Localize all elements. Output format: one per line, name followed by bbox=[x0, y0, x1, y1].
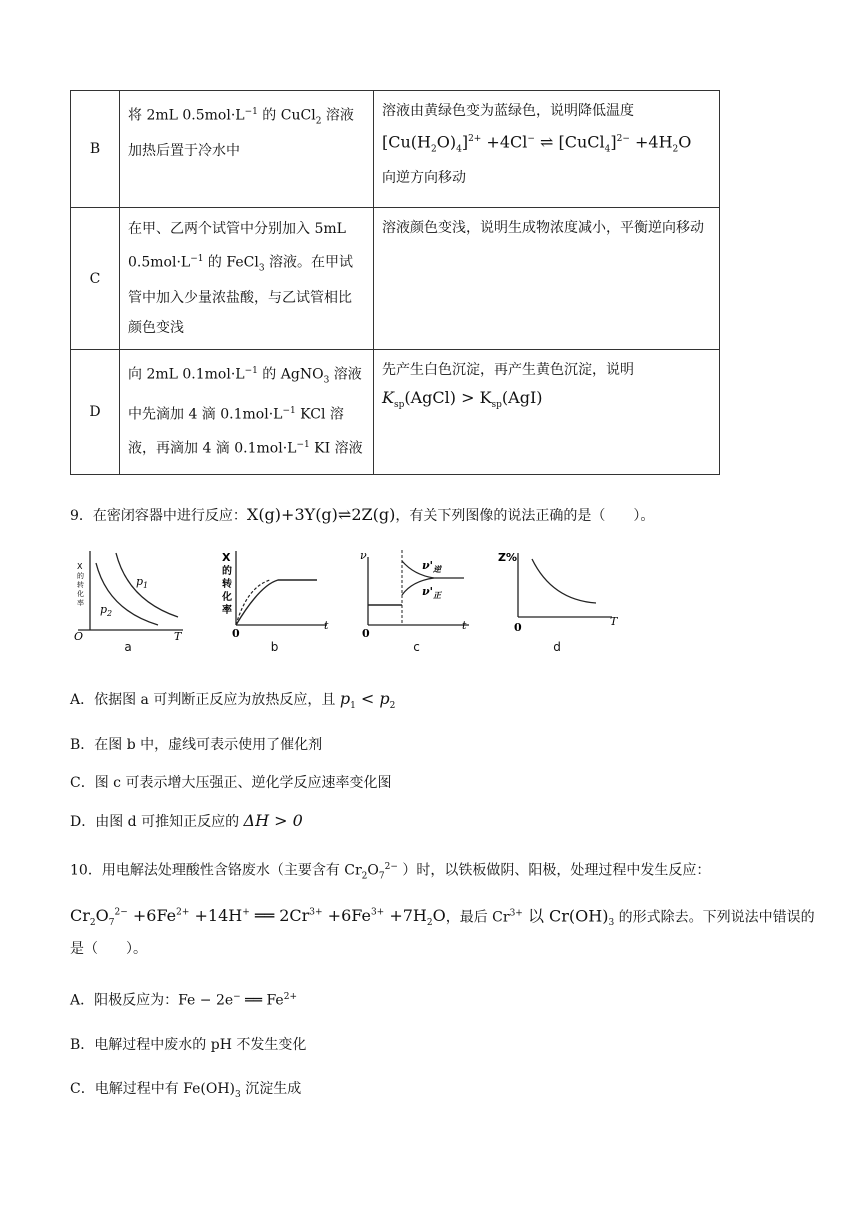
ylabel-char: X bbox=[77, 562, 83, 571]
q9-option-c: C．图 c 可表示增大压强正、逆化学反应速率变化图 bbox=[70, 775, 392, 791]
figure-d bbox=[492, 545, 622, 654]
q10-option-c: C．电解过程中有 $Fe(OH)_3$ 沉淀生成 bbox=[70, 1081, 302, 1100]
ylabel-char: X bbox=[222, 551, 231, 564]
label-reverse: $\nu'_逆$ bbox=[422, 559, 441, 574]
curve-z bbox=[532, 559, 596, 603]
figure-b bbox=[212, 545, 337, 654]
table-row bbox=[71, 350, 720, 475]
xlabel: t bbox=[324, 619, 329, 632]
xlabel: T bbox=[174, 630, 182, 640]
experiment-cell: 向 2mL $0.1mol\cdot L^{-1}$ 的 AgNO$_3$ 溶液中先滴加 4 滴 $0.1mol\cdot L^{-1}$ KCl 溶液，再滴加 4 滴 $0.1mol\cdot L^{-1}$ KI 溶液 bbox=[120, 350, 374, 475]
figure-c bbox=[354, 545, 479, 654]
label-p2: $p_2$ bbox=[100, 603, 113, 618]
q9-option-b: B．在图 b 中，虚线可表示使用了催化剂 bbox=[70, 737, 323, 753]
q9-option-a: A．依据图 a 可判断正反应为放热反应，且 $p_1 < p_2$ bbox=[70, 689, 396, 711]
q10-option-b: B．电解过程中废水的 pH 不发生变化 bbox=[70, 1037, 307, 1053]
ylabel-char: 的 bbox=[77, 572, 84, 580]
question-10-line2: $Cr_2O_7^{2-} +6Fe^{2+} +14H^+$ ══ $2Cr^{3+} +6Fe^{3+} +7H_2O$，最后 $Cr^{3+}$ 以 $Cr(OH)_3$ 的形式除去。下列说法中错误的 bbox=[70, 906, 815, 929]
experiment-cell: 在甲、乙两个试管中分别加入 5mL $0.5mol\cdot L^{-1}$ 的 FeCl$_3$ 溶液。在甲试管中加入少量浓盐酸，与乙试管相比颜色变浅 bbox=[120, 208, 374, 350]
question-10-line3: 是（ ）。 bbox=[70, 941, 147, 957]
equation: $K_{sp}(AgCl) > K_{sp}(AgI)$ bbox=[382, 388, 543, 411]
origin-label: 0 bbox=[514, 621, 522, 634]
origin-label: O bbox=[74, 630, 84, 640]
ylabel-char: 率 bbox=[222, 605, 232, 616]
xlabel: T bbox=[610, 615, 618, 628]
equation: $[Cu(H_2O)_4]^{2+} +4Cl^-$ ⇌ [CuCl$_4$]$^{2-}$ $+4H_2O$ bbox=[382, 132, 692, 155]
option-cell: D bbox=[71, 350, 120, 475]
graph-a bbox=[68, 545, 188, 640]
experiment-cell: 将 2mL $0.5mol\cdot L^{-1}$ 的 CuCl$_2$ 溶液加热后置于冷水中 bbox=[120, 91, 374, 208]
label-p1: $p_1$ bbox=[136, 575, 149, 590]
question-9-stem: 9．在密闭容器中进行反应：X(g)+3Y(g)⇌2Z(g)，有关下列图像的说法正确的是（ ）。 bbox=[70, 505, 655, 524]
option-cell: B bbox=[71, 91, 120, 208]
graph-d bbox=[492, 545, 622, 640]
label-forward: $\nu'_正$ bbox=[422, 585, 441, 600]
result-cell: 溶液由黄绿色变为蓝绿色，说明降低温度 $[Cu(H_2O)_4]^{2+} +4Cl^-$ ⇌ [CuCl$_4$]$^{2-}$ $+4H_2O$ 向逆方向移动 bbox=[374, 91, 720, 208]
ylabel-char: 转 bbox=[222, 579, 232, 590]
figure-a bbox=[68, 545, 188, 654]
q10-option-a: A．阳极反应为：Fe − 2e− ══ $Fe^{2+}$ bbox=[70, 992, 297, 1009]
ylabel-char: 化 bbox=[77, 590, 84, 598]
ylabel-char: 转 bbox=[77, 581, 84, 589]
figure-caption: d bbox=[553, 640, 561, 654]
result-cell: 先产生白色沉淀，再产生黄色沉淀，说明 $K_{sp}(AgCl) > K_{sp}(AgI)$ bbox=[374, 350, 720, 475]
option-cell: C bbox=[71, 208, 120, 350]
experiment-table bbox=[70, 90, 720, 475]
origin-label: 0 bbox=[232, 627, 240, 640]
ylabel: Z% bbox=[498, 551, 517, 564]
figure-caption: a bbox=[124, 640, 132, 654]
q9-option-d: D．由图 d 可推知正反应的 ΔH > 0 bbox=[70, 811, 303, 830]
graph-c bbox=[354, 545, 479, 640]
figure-caption: c bbox=[413, 640, 420, 654]
ylabel-char: 的 bbox=[222, 566, 232, 577]
table-row bbox=[71, 208, 720, 350]
solid-curve bbox=[236, 580, 317, 625]
origin-label: 0 bbox=[362, 627, 370, 640]
equation: $Cr_2O_7^{2-} +6Fe^{2+} +14H^+$ ══ $2Cr^{3+} +6Fe^{3+} +7H_2O$ bbox=[70, 906, 446, 929]
question-10-line1: 10．用电解法处理酸性含铬废水（主要含有 $Cr_2O_7^{2-}$ ）时，以铁板做阴、阳极，处理过程中发生反应： bbox=[70, 862, 711, 882]
ylabel-char: 化 bbox=[222, 592, 232, 603]
graph-b bbox=[212, 545, 337, 640]
figure-caption: b bbox=[270, 640, 279, 654]
ylabel: ν bbox=[360, 549, 367, 562]
table-row bbox=[71, 91, 720, 208]
xlabel: t bbox=[462, 619, 467, 632]
result-cell: 溶液颜色变浅，说明生成物浓度减小，平衡逆向移动 bbox=[374, 208, 720, 350]
ylabel-char: 率 bbox=[77, 599, 84, 607]
